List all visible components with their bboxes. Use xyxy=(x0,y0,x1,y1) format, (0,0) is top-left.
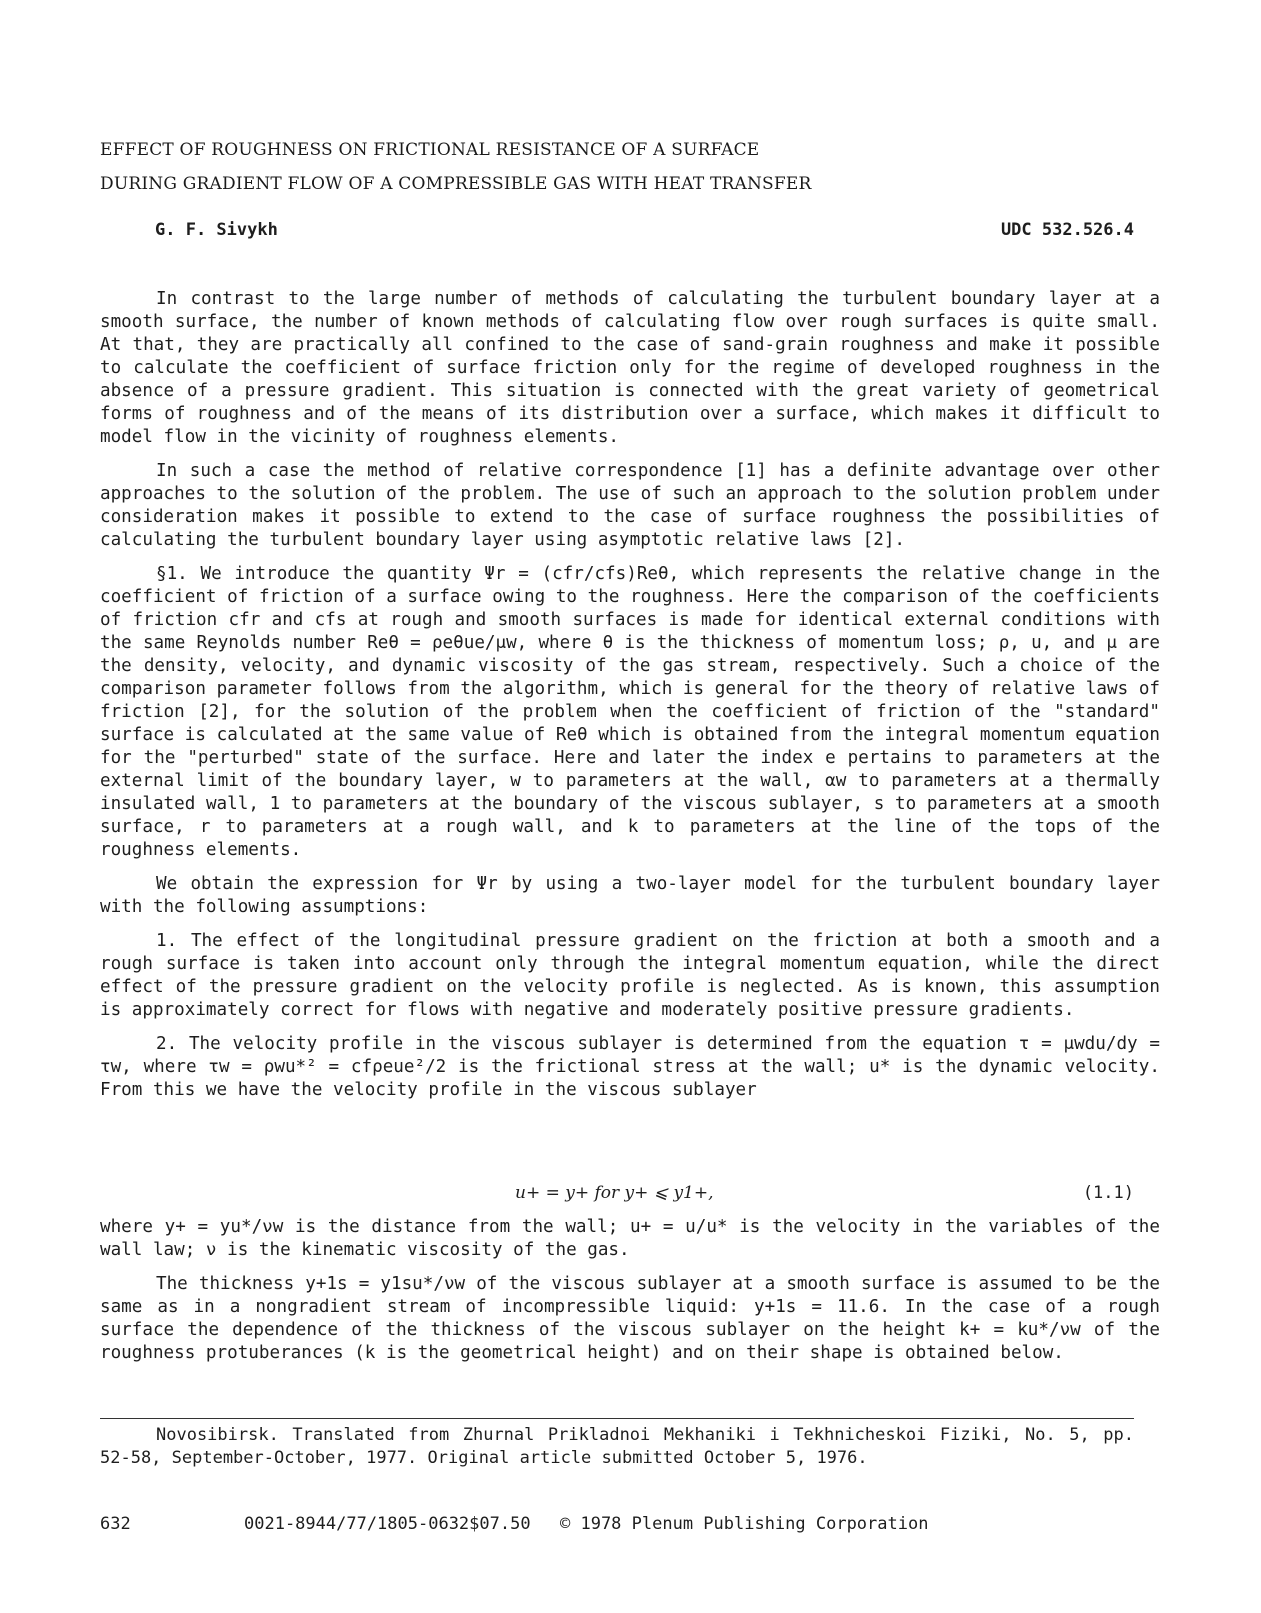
body-text-lower xyxy=(100,1216,1160,1376)
footnote-divider xyxy=(100,1418,1134,1419)
article-title-line-2: DURING GRADIENT FLOW OF A COMPRESSIBLE GAS WITH HEAT TRANSFER xyxy=(100,174,812,194)
paragraph-assumption-2: 2. The velocity profile in the viscous sublayer is determined from the equation τ = μwdu/dy = τw, where τw = ρwu*² = cfρeue²/2 is the frictional stress at the wall; u* is the dynamic velocity. From this we have the velocity profile in the viscous sublayer xyxy=(100,1034,1160,1100)
equation-formula: u+ = y+ for y+ ⩽ y1+, xyxy=(515,1183,714,1203)
paragraph-intro: In contrast to the large number of methods of calculating the turbulent boundary layer at a smooth surface, the number of known methods of calculating flow over rough surfaces is quite small. At that, they are practically all confined to the case of sand-grain roughness and make it possible to calculate the coefficient of surface friction only for the regime of developed roughness in the absence of a pressure gradient. This situation is connected with the great variety of geometrical forms of roughness and of the means of its distribution over a surface, which makes it difficult to model flow in the vicinity of roughness elements. xyxy=(100,289,1160,447)
paragraph-assumption-1: 1. The effect of the longitudinal pressure gradient on the friction at both a smooth and a rough surface is taken into account only through the integral momentum equation, while the direct effect of the pressure gradient on the velocity profile is neglected. As is known, this assumption is approximately correct for flows with negative and moderately positive pressure gradients. xyxy=(100,931,1160,1020)
issn-code: 0021-8944/77/1805-0632$07.50 xyxy=(244,1514,531,1534)
equation-1-1 xyxy=(100,1183,1134,1211)
author-name: G. F. Sivykh xyxy=(155,220,278,240)
page-number: 632 xyxy=(100,1514,131,1534)
paragraph-after-equation: where y+ = yu*/νw is the distance from the wall; u+ = u/u* is the velocity in the variables of the wall law; ν is the kinematic viscosity of the gas. xyxy=(100,1217,1160,1260)
paragraph-method: In such a case the method of relative correspondence [1] has a definite advantage over other approaches to the solution of the problem. The use of such an approach to the solution problem under consideration makes it possible to extend to the case of surface roughness the possibilities of calculating the turbulent boundary layer using asymptotic relative laws [2]. xyxy=(100,461,1160,550)
equation-number: (1.1) xyxy=(1082,1183,1134,1203)
paragraph-assumptions-intro: We obtain the expression for Ψr by using a two-layer model for the turbulent boundary layer with the following assumptions: xyxy=(100,874,1160,917)
body-text-upper xyxy=(100,288,1160,1113)
footnote xyxy=(100,1424,1134,1470)
paragraph-viscous-sublayer: The thickness y+1s = y1su*/νw of the viscous sublayer at a smooth surface is assumed to be the same as in a nongradient stream of incompressible liquid: y+1s = 11.6. In the case of a rough surface the dependence of the thickness of the viscous sublayer on the height k+ = ku*/νw of the roughness protuberances (k is the geometrical height) and on their shape is obtained below. xyxy=(100,1274,1160,1363)
udc-code: UDC 532.526.4 xyxy=(1000,220,1134,240)
footnote-text: Novosibirsk. Translated from Zhurnal Prikladnoi Mekhaniki i Tekhnicheskoi Fiziki, No. 5, pp. 52-58, September-October, 1977. Original article submitted October 5, 1976. xyxy=(100,1425,1134,1468)
paragraph-section-1: §1. We introduce the quantity Ψr = (cfr/cfs)Reθ, which represents the relative change in the coefficient of friction of a surface owing to the roughness. Here the comparison of the coefficients of friction cfr and cfs at rough and smooth surfaces is made for identical external conditions with the same Reynolds number Reθ = ρeθue/μw, where θ is the thickness of momentum loss; ρ, u, and μ are the density, velocity, and dynamic viscosity of the gas stream, respectively. Such a choice of the comparison parameter follows from the algorithm, which is general for the theory of relative laws of friction [2], for the solution of the problem when the coefficient of friction of the "standard" surface is calculated at the same value of Reθ which is obtained from the integral momentum equation for the "perturbed" state of the surface. Here and later the index e pertains to parameters at the external limit of the boundary layer, w to parameters at the wall, αw to parameters at a thermally insulated wall, 1 to parameters at the boundary of the viscous sublayer, s to parameters at a smooth surface, r to parameters at a rough wall, and k to parameters at the line of the tops of the roughness elements. xyxy=(100,564,1160,860)
article-title-line-1: EFFECT OF ROUGHNESS ON FRICTIONAL RESISTANCE OF A SURFACE xyxy=(100,140,760,160)
copyright-notice: © 1978 Plenum Publishing Corporation xyxy=(560,1514,929,1534)
